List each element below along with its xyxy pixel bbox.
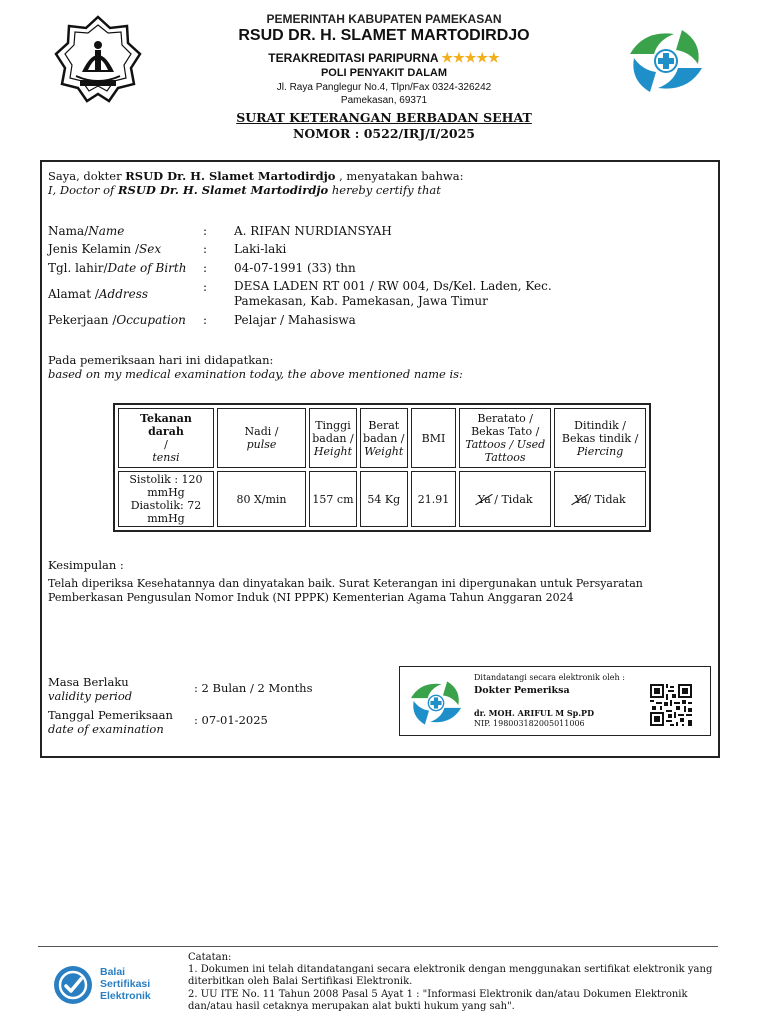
qr-code-icon (650, 684, 692, 726)
bse-word-2: Sertifikasi (100, 978, 151, 990)
bse-word-1: Balai (100, 966, 126, 978)
pulse-value: 80 X/min (217, 471, 306, 527)
note-2-line-1: 2. UU ITE No. 11 Tahun 2008 Pasal 5 Ayat 1 : "Informasi Elektronik dan/atau Dokumen Elektronik (188, 988, 688, 1000)
bp-header-1: Tekanan darah (140, 412, 192, 438)
note-1-line-2: diterbitkan oleh Balai Sertifikasi Elektronik. (188, 976, 413, 988)
footer-notes (188, 952, 712, 1013)
header-hospital-name: RSUD DR. H. SLAMET MARTODIRDJO (238, 27, 530, 44)
height-value: 157 cm (309, 471, 357, 527)
bp-diastolic: Diastolik: 72 (130, 499, 202, 512)
bp-value (118, 471, 214, 527)
weight-header (360, 408, 408, 468)
intro-hospital-en: RSUD Dr. H. Slamet Martodirdjo (117, 183, 329, 197)
bse-word-3: Elektronik (100, 990, 151, 1002)
accreditation-text: TERAKREDITASI PARIPURNA (268, 51, 439, 65)
vitals-header-row (118, 408, 646, 468)
vitals-value-row (118, 471, 646, 527)
intro-text-en: I, Doctor of (48, 183, 118, 197)
dob-label-id: Tgl. lahir/ (48, 261, 108, 275)
bp-systolic: Sistolik : 120 (129, 473, 203, 486)
signed-by-text: Ditandatangi secara elektronik oleh : (474, 673, 625, 682)
pulse-header-1: Nadi / (244, 425, 279, 438)
header-city: Pamekasan, 69371 (340, 95, 428, 106)
intro-text-en-end: hereby certify that (328, 183, 441, 197)
signer-role: Dokter Pemeriksa (474, 685, 570, 696)
piercing-yes-struck: Ya (574, 492, 588, 506)
intro-line-en (48, 183, 441, 197)
address-label (48, 287, 148, 301)
occupation-label-en: Occupation (116, 313, 186, 327)
vitals-table (113, 403, 651, 532)
validity-label-en: validity period (48, 689, 133, 703)
document-number: NOMOR : 0522/IRJ/I/2025 (292, 126, 476, 141)
height-header-2: badan / (312, 431, 354, 445)
patient-address-line1: DESA LADEN RT 001 / RW 004, Ds/Kel. Laden, Kec. (234, 279, 552, 293)
tattoo-header-4: Tattoos (484, 451, 526, 464)
piercing-header-3: Piercing (576, 444, 624, 458)
signature-hospital-logo (406, 680, 466, 726)
name-colon: : (203, 224, 208, 238)
validity-label-id: Masa Berlaku (48, 675, 129, 689)
patient-sex: Laki-laki (234, 242, 287, 256)
sex-label-en: Sex (139, 242, 162, 256)
name-label-en: Name (88, 224, 125, 238)
patient-name: A. RIFAN NURDIANSYAH (234, 224, 392, 238)
tattoo-header (459, 408, 551, 468)
address-label-id: Alamat / (48, 287, 99, 301)
signer-nip: NIP. 198003182005011006 (474, 719, 585, 728)
accreditation-stars: ★★★★★ (441, 50, 500, 65)
tattoo-header-2: Bekas Tato / (471, 425, 540, 438)
tattoo-header-3: Tattoos / Used (465, 438, 546, 451)
conclusion-label: Kesimpulan : (48, 558, 124, 572)
piercing-header-1: Ditindik / (574, 418, 626, 432)
header-accreditation (0, 50, 768, 66)
header-address: Jl. Raya Panglegur No.4, Tlpn/Fax 0324-326242 (276, 82, 492, 93)
dob-label (48, 261, 186, 275)
piercing-value (554, 471, 646, 527)
bp-diastolic-unit: mmHg (147, 512, 185, 525)
piercing-header (554, 408, 646, 468)
height-header-3: Height (313, 444, 353, 458)
exam-intro-id: Pada pemeriksaan hari ini didapatkan: (48, 353, 274, 367)
piercing-header-2: Bekas tindik / (561, 431, 639, 445)
footer-divider (38, 946, 718, 947)
height-header-1: Tinggi (315, 418, 351, 432)
notes-label: Catatan: (188, 952, 232, 963)
note-1-line-1: 1. Dokumen ini telah ditandatangani secara elektronik dengan menggunakan sertifikat elektronik yang (188, 964, 713, 976)
occupation-label-id: Pekerjaan / (48, 313, 117, 327)
bse-logo-icon (52, 964, 94, 1006)
exam-date-label (48, 708, 173, 736)
weight-header-2: badan / (363, 431, 405, 445)
bmi-header: BMI (411, 408, 457, 468)
exam-date-value: : 07-01-2025 (194, 713, 268, 727)
bp-header-2: / (164, 438, 168, 451)
height-header (309, 408, 357, 468)
intro-text-end: , menyatakan bahwa: (335, 169, 464, 183)
exam-date-label-id: Tanggal Pemeriksaan (48, 708, 173, 722)
intro-text: Saya, dokter (48, 169, 126, 183)
bp-header (118, 408, 214, 468)
header-clinic: POLI PENYAKIT DALAM (320, 67, 448, 79)
weight-header-1: Berat (368, 418, 400, 432)
header-government: PEMERINTAH KABUPATEN PAMEKASAN (266, 12, 502, 26)
signer-name: dr. MOH. ARIFUL M Sp.PD (474, 708, 595, 718)
note-2-line-2: dan/atau hasil cetaknya merupakan alat bukti hukum yang sah". (188, 1000, 515, 1012)
sex-label (48, 242, 161, 256)
pulse-header-2: pulse (246, 438, 277, 451)
dob-colon: : (203, 261, 208, 275)
tattoo-value (459, 471, 551, 527)
dob-label-en: Date of Birth (107, 261, 187, 275)
bp-header-3: tensi (152, 451, 180, 464)
address-label-en: Address (98, 287, 149, 301)
conclusion-line1: Telah diperiksa Kesehatannya dan dinyatakan baik. Surat Keterangan ini dipergunakan untuk Persyaratan (48, 577, 643, 590)
validity-value: : 2 Bulan / 2 Months (194, 681, 313, 695)
bp-systolic-unit: mmHg (147, 486, 185, 499)
weight-header-3: Weight (364, 444, 404, 458)
sex-colon: : (203, 242, 208, 256)
pulse-header (217, 408, 306, 468)
occupation-colon: : (203, 313, 208, 327)
conclusion-line2: Pemberkasan Pengusulan Nomor Induk (NI PPPK) Kementerian Agama Tahun Anggaran 2024 (48, 591, 574, 604)
sex-label-id: Jenis Kelamin / (48, 242, 139, 256)
exam-date-label-en: date of examination (48, 722, 164, 736)
name-label-id: Nama/ (48, 224, 89, 238)
piercing-no: / Tidak (587, 492, 626, 506)
address-colon: : (203, 280, 208, 294)
intro-line-id (48, 169, 463, 183)
patient-dob: 04-07-1991 (33) thn (234, 261, 356, 275)
intro-hospital: RSUD Dr. H. Slamet Martodirdjo (125, 169, 336, 183)
weight-value: 54 Kg (360, 471, 408, 527)
tattoo-yes-struck: Ya (477, 492, 491, 506)
exam-intro-en: based on my medical examination today, the above mentioned name is: (48, 367, 463, 381)
tattoo-no: / Tidak (490, 492, 533, 506)
tattoo-header-1: Beratato / (477, 412, 534, 425)
validity-label (48, 675, 132, 703)
bse-wordmark (100, 966, 151, 1002)
bmi-value: 21.91 (411, 471, 457, 527)
document-title: SURAT KETERANGAN BERBADAN SEHAT (236, 110, 532, 125)
occupation-label (48, 313, 186, 327)
patient-address-line2: Pamekasan, Kab. Pamekasan, Jawa Timur (234, 294, 488, 308)
patient-occupation: Pelajar / Mahasiswa (234, 313, 356, 327)
name-label (48, 224, 124, 238)
